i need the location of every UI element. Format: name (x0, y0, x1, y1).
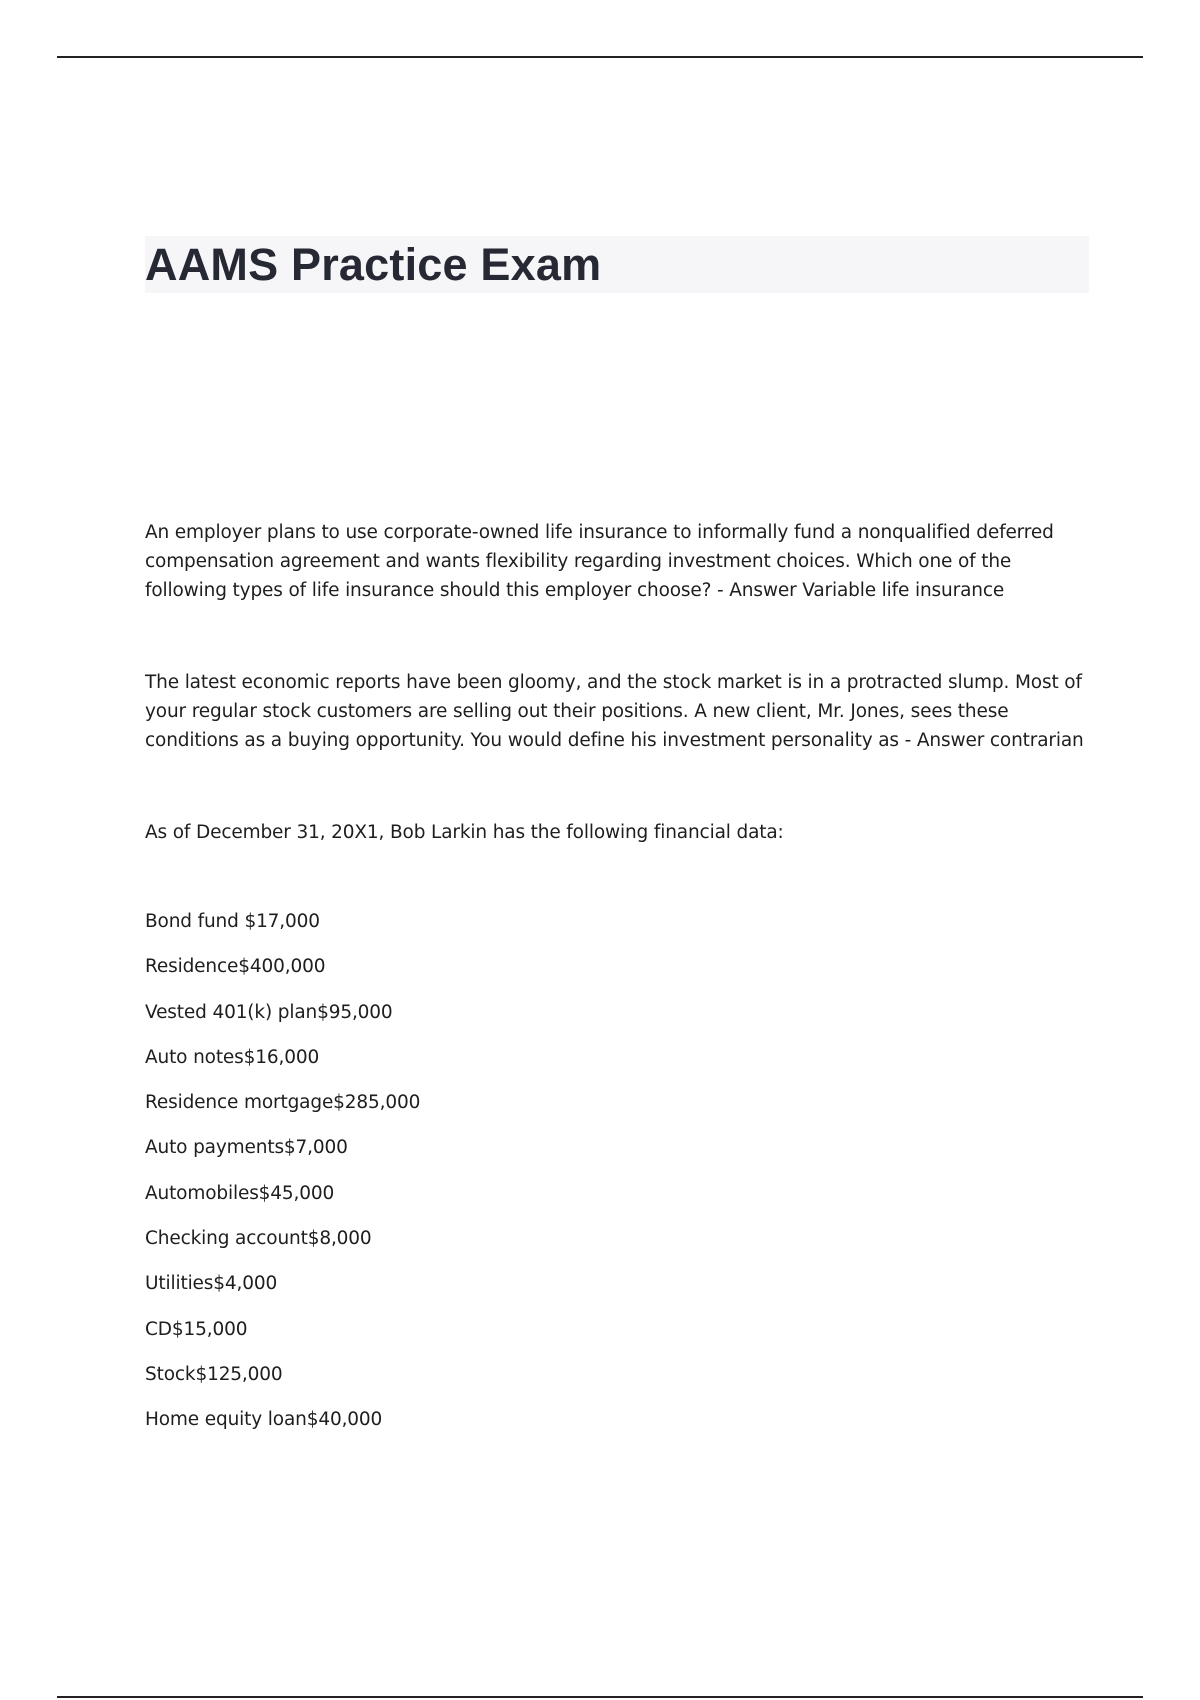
question-1 (145, 518, 1095, 605)
financial-data-item: Vested 401(k) plan$95,000 (145, 1001, 393, 1023)
question-1-text: An employer plans to use corporate-owned life insurance to informally fund a nonqualified deferred compensation agreement and wants flexibility regarding investment choices. Which one of the following types of life insurance should this employer choose? - Answer Variable life insurance (145, 522, 1054, 601)
financial-data-item: Bond fund $17,000 (145, 911, 320, 932)
financial-data-item: CD$15,000 (145, 1318, 248, 1340)
financial-data-item: Automobiles$45,000 (145, 1182, 335, 1204)
financial-data-list (145, 907, 420, 1451)
document-title: AAMS Practice Exam (145, 239, 602, 290)
question-3 (145, 818, 1095, 847)
financial-data-item: Checking account$8,000 (145, 1228, 372, 1250)
top-rule (57, 56, 1143, 58)
financial-data-item: Stock$125,000 (145, 1363, 283, 1385)
bottom-rule (57, 1696, 1143, 1698)
title-banner (145, 236, 1089, 293)
financial-data-item: Auto notes$16,000 (145, 1046, 320, 1068)
financial-data-item: Auto payments$7,000 (145, 1137, 348, 1159)
question-2-text: The latest economic reports have been gloomy, and the stock market is in a protracted slump. Most of your regular stock customers are selling out their positions. A new client, Mr. Jones, sees these conditions as a buying opportunity. You would define his investment personality as - Answer contrarian (145, 672, 1084, 751)
financial-data-item: Utilities$4,000 (145, 1273, 278, 1295)
financial-data-item: Residence mortgage$285,000 (145, 1092, 421, 1114)
financial-data-item: Residence$400,000 (145, 956, 326, 978)
question-3-text: As of December 31, 20X1, Bob Larkin has the following financial data: (145, 822, 784, 843)
financial-data-item: Home equity loan$40,000 (145, 1409, 383, 1431)
question-2 (145, 668, 1095, 755)
